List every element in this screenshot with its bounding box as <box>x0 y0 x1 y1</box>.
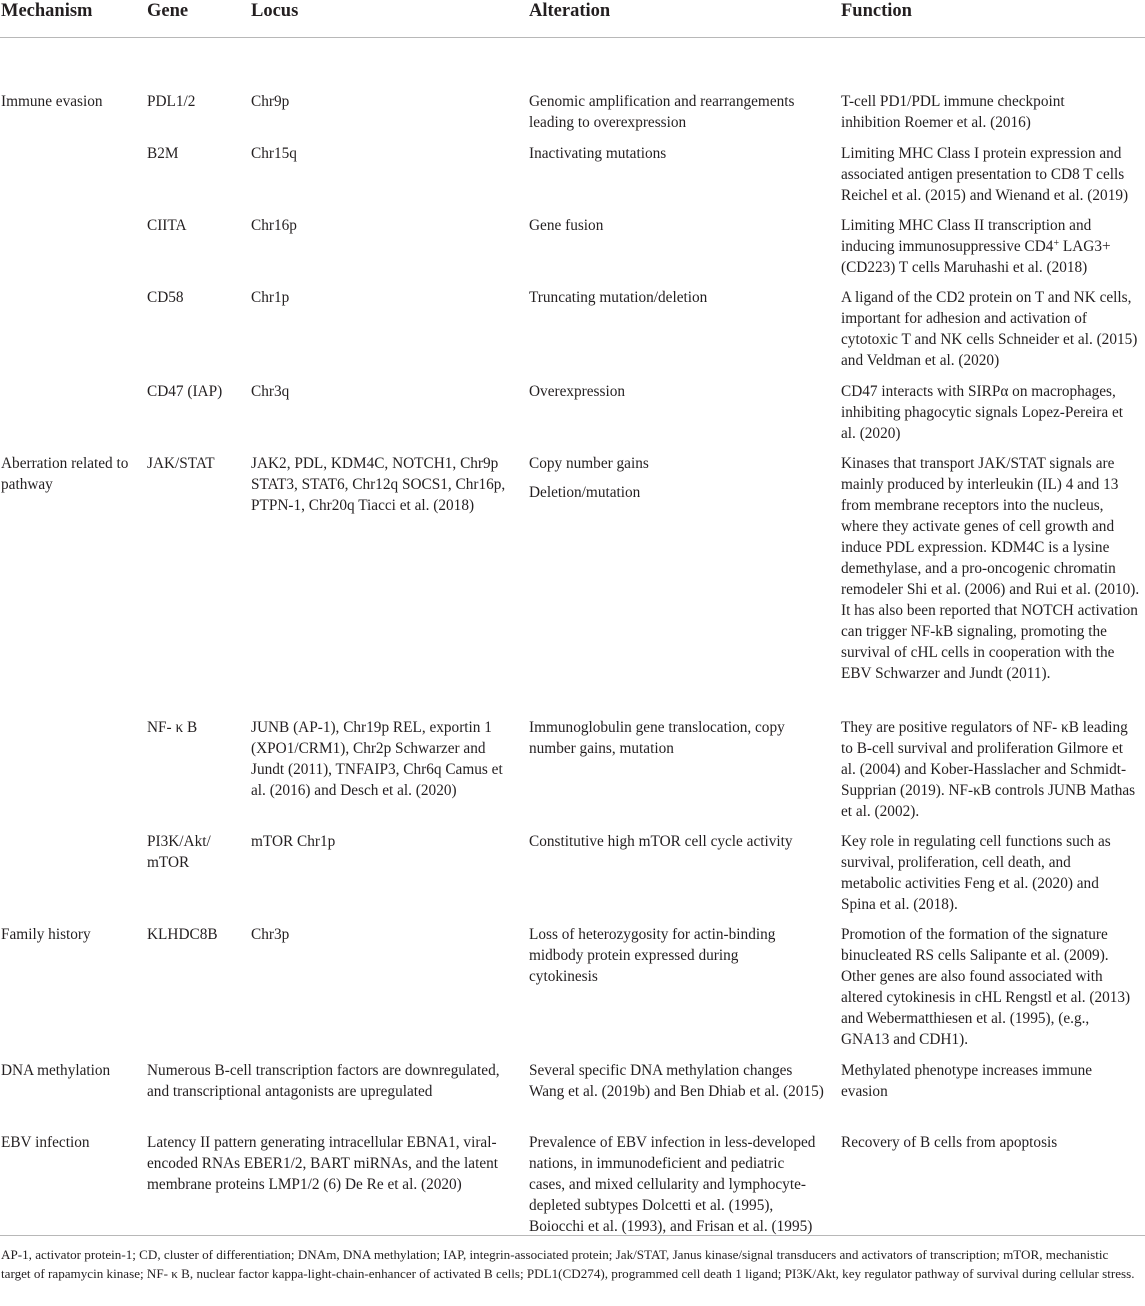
cell-function: Key role in regulating cell functions such as survival, proliferation, cell death, and metabolic activities Feng et al. (2020) and Spina et al. (2018). <box>841 833 1111 913</box>
function-text-b: LAG3+ (CD223) T cells Maruhashi et al. (2018) <box>841 238 1111 276</box>
cell-function: Kinases that transport JAK/STAT signals are mainly produced by interleukin (IL) 4 and 13 from membrane receptors into the nucleus, where they activate genes of cell growth and induce PDL expression. KDM4C is a lysine demethylase, and a pro-oncogenic chromatin remodeler Shi et al. (2006) and Rui et al. (2010). It has also been reported that NOTCH activation can trigger NF-kB signaling, promoting the survival of cHL cells in cooperation with the EBV Schwarzer and Jundt (2011). <box>841 455 1140 682</box>
alteration-line-1: Copy number gains <box>529 455 649 472</box>
cell-mechanism: DNA methylation <box>1 1062 111 1079</box>
cell-function: A ligand of the CD2 protein on T and NK cells, important for adhesion and activation of cytotoxic T and NK cells Schneider et al. (2015) and Veldman et al. (2020) <box>841 289 1138 369</box>
cell-alteration: Gene fusion <box>529 217 604 234</box>
cell-locus: JAK2, PDL, KDM4C, NOTCH1, Chr9p STAT3, STAT6, Chr12q SOCS1, Chr16p, PTPN-1, Chr20q Tiacci et al. (2018) <box>251 455 506 514</box>
cell-gene: B2M <box>147 145 179 162</box>
cell-gene: KLHDC8B <box>147 926 218 943</box>
cell-gene: JAK/STAT <box>147 455 215 472</box>
cell-gene: CD47 (IAP) <box>147 383 223 400</box>
cell-locus: Chr1p <box>251 289 290 306</box>
cell-gene-locus: Latency II pattern generating intracellular EBNA1, viral-encoded RNAs EBER1/2, BART miRNAs, and the latent membrane proteins LMP1/2 (6) De Re et al. (2020) <box>147 1134 499 1193</box>
cell-function: Recovery of B cells from apoptosis <box>841 1134 1058 1151</box>
header-function: Function <box>841 1 912 21</box>
header-mechanism: Mechanism <box>1 1 93 21</box>
superscript-plus: + <box>1053 238 1060 249</box>
cell-locus: Chr15q <box>251 145 297 162</box>
cell-function: Limiting MHC Class I protein expression and associated antigen presentation to CD8 T cells Reichel et al. (2015) and Wienand et al. (2019) <box>841 145 1129 204</box>
cell-alteration <box>529 453 821 503</box>
cell-locus: Chr3q <box>251 383 290 400</box>
cell-gene: PDL1/2 <box>147 93 196 110</box>
cell-mechanism: Aberration related to pathway <box>1 455 129 493</box>
cell-gene: CIITA <box>147 217 187 234</box>
table-footnote: AP-1, activator protein-1; CD, cluster of differentiation; DNAm, DNA methylation; IAP, integrin-associated protein; Jak/STAT, Janus kinase/signal transducers and activators of transcription; mTOR, mechanistic target of rapamycin kinase; NF- κ B, nuclear factor kappa-light-chain-enhancer of activated B cells; PDL1(CD274), programmed cell death 1 ligand; PI3K/Akt, key regulator pathway of survival during cellular stress. <box>1 1247 1135 1281</box>
cell-function: Promotion of the formation of the signature binucleated RS cells Salipante et al. (2009). Other genes are also found associated with altered cytokinesis in cHL Rengstl et al. (2013) and Webermatthiesen et al. (1995), (e.g., GNA13 and CDH1). <box>841 926 1131 1048</box>
cell-alteration: Inactivating mutations <box>529 145 667 162</box>
cell-locus: mTOR Chr1p <box>251 833 336 850</box>
cell-gene: PI3K/Akt/ mTOR <box>147 833 211 871</box>
cell-function: Methylated phenotype increases immune evasion <box>841 1062 1093 1100</box>
alteration-line-2: Deletion/mutation <box>529 484 641 501</box>
cell-function: T-cell PD1/PDL immune checkpoint inhibition Roemer et al. (2016) <box>841 93 1065 131</box>
cell-function <box>841 215 1131 278</box>
cell-alteration: Loss of heterozygosity for actin-binding midbody protein expressed during cytokinesis <box>529 926 776 985</box>
cell-locus: JUNB (AP-1), Chr19p REL, exportin 1 (XPO1/CRM1), Chr2p Schwarzer and Jundt (2011), TNFAIP3, Chr6q Camus et al. (2016) and Desch et al. (2020) <box>251 719 503 799</box>
cell-locus: Chr3p <box>251 926 290 943</box>
function-text-a: Limiting MHC Class II transcription and inducing immunosuppressive CD4 <box>841 217 1092 255</box>
table-bottom-rule <box>0 1235 1145 1236</box>
cell-alteration: Truncating mutation/deletion <box>529 289 708 306</box>
cell-function: They are positive regulators of NF- κB leading to B-cell survival and proliferation Gilmore et al. (2004) and Kober-Hasslacher and Schmidt-Supprian (2019). NF-κB controls JUNB Mathas et al. (2002). <box>841 719 1136 820</box>
cell-mechanism: Family history <box>1 926 91 943</box>
cell-mechanism: EBV infection <box>1 1134 90 1151</box>
cell-alteration: Several specific DNA methylation changes Wang et al. (2019b) and Ben Dhiab et al. (2015) <box>529 1062 824 1100</box>
cell-mechanism: Immune evasion <box>1 93 103 110</box>
cell-alteration: Prevalence of EBV infection in less-developed nations, in immunodeficient and pediatric cases, and mixed cellularity and lymphocyte-depleted subtypes Dolcetti et al. (1995), Boiocchi et al. (1993), and Frisan et al. (1995) <box>529 1134 816 1235</box>
table-header <box>0 0 1145 38</box>
cell-function: CD47 interacts with SIRPα on macrophages, inhibiting phagocytic signals Lopez-Pereira et al. (2020) <box>841 383 1124 442</box>
header-gene: Gene <box>147 1 189 21</box>
cell-locus: Chr9p <box>251 93 290 110</box>
cell-locus: Chr16p <box>251 217 297 234</box>
cell-alteration: Genomic amplification and rearrangements leading to overexpression <box>529 93 795 131</box>
cell-alteration: Immunoglobulin gene translocation, copy number gains, mutation <box>529 719 785 757</box>
cell-alteration: Constitutive high mTOR cell cycle activity <box>529 833 793 850</box>
cell-gene-locus: Numerous B-cell transcription factors are downregulated, and transcriptional antagonists are upregulated <box>147 1062 500 1100</box>
header-alteration: Alteration <box>529 1 611 21</box>
cell-gene: NF- κ B <box>147 719 198 736</box>
cell-gene: CD58 <box>147 289 184 306</box>
cell-alteration: Overexpression <box>529 383 626 400</box>
header-locus: Locus <box>251 1 299 21</box>
